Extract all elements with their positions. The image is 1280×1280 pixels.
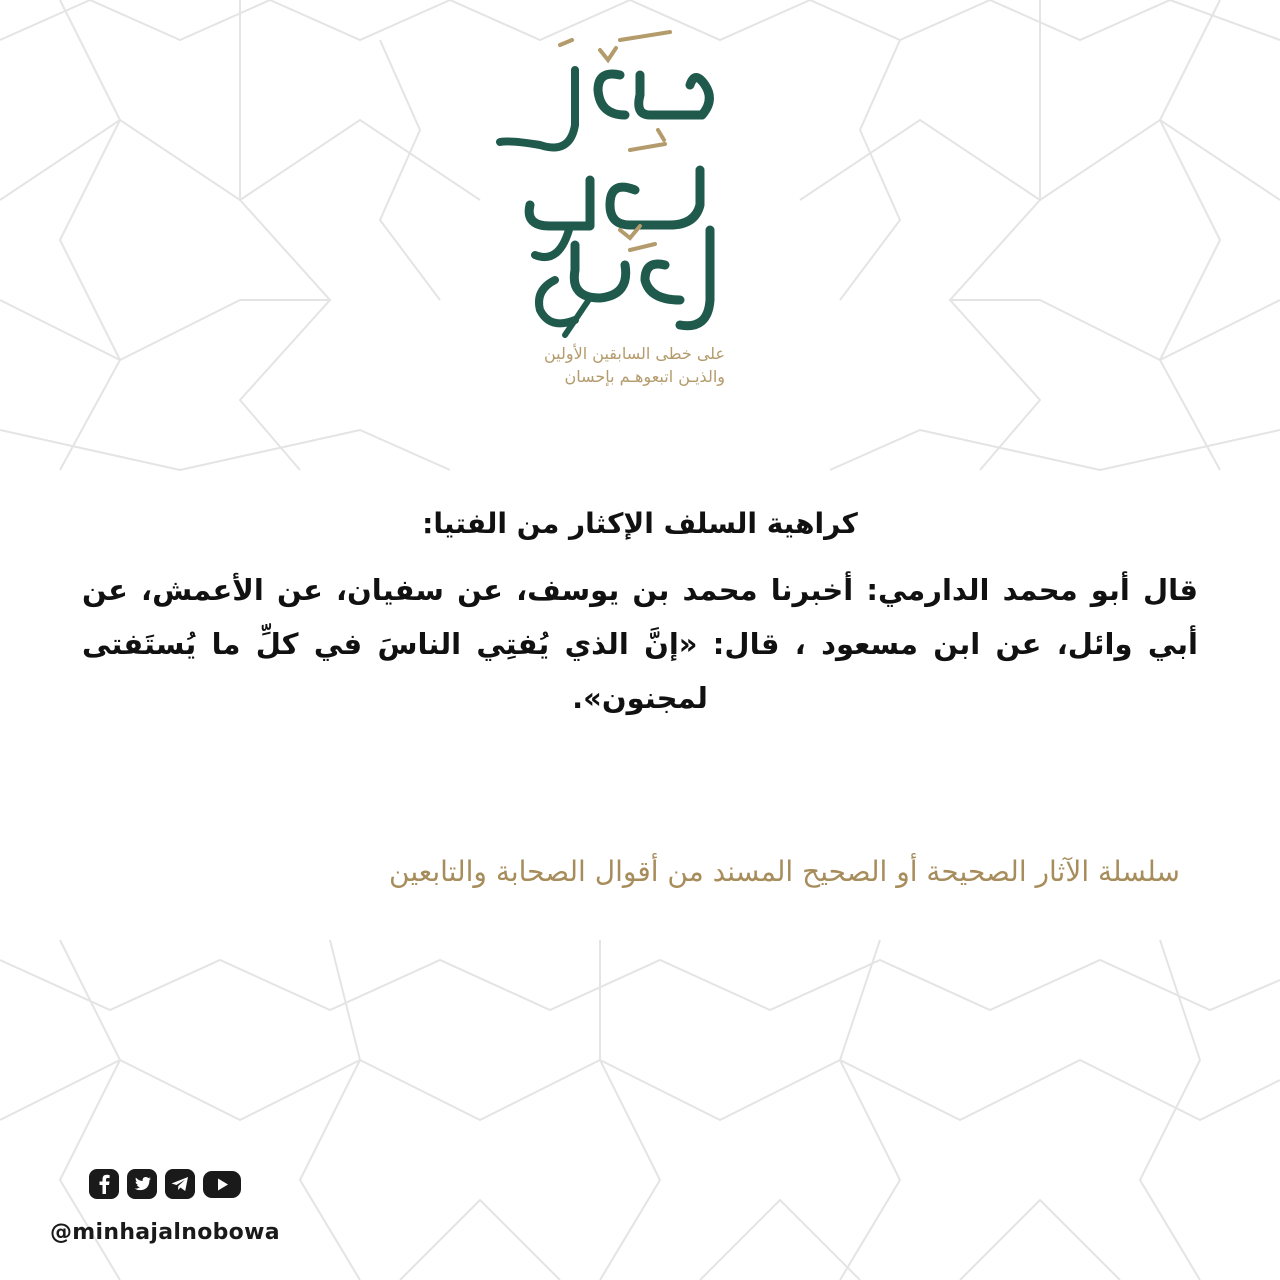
facebook-icon[interactable] [88, 1168, 120, 1200]
logo-calligraphy-icon [480, 30, 800, 340]
telegram-icon[interactable] [164, 1168, 196, 1200]
brand-logo [480, 30, 800, 400]
social-handle[interactable]: @minhajalnobowa [50, 1220, 280, 1245]
social-links [88, 1168, 242, 1202]
twitter-icon[interactable] [126, 1168, 158, 1200]
post-content [70, 495, 1210, 725]
youtube-icon[interactable] [202, 1168, 242, 1200]
logo-tagline [480, 342, 725, 388]
tagline-line-2: والذيـن اتبعوهـم بإحسان [564, 367, 725, 386]
post-title: كراهية السلف الإكثار من الفتيا: [422, 507, 858, 540]
series-caption: سلسلة الآثار الصحيحة أو الصحيح المسند من أقوال الصحابة والتابعين [389, 855, 1180, 888]
tagline-line-1: على خطى السابقين الأولين [544, 344, 725, 363]
post-quote: قال أبو محمد الدارمي: أخبرنا محمد بن يوسف، عن سفيان، عن الأعمش، عن أبي وائل، عن ابن مسعود ، قال: «إنَّ الذي يُفتِي الناسَ في كلِّ ما يُستَفتى لمجنون». [82, 573, 1198, 715]
